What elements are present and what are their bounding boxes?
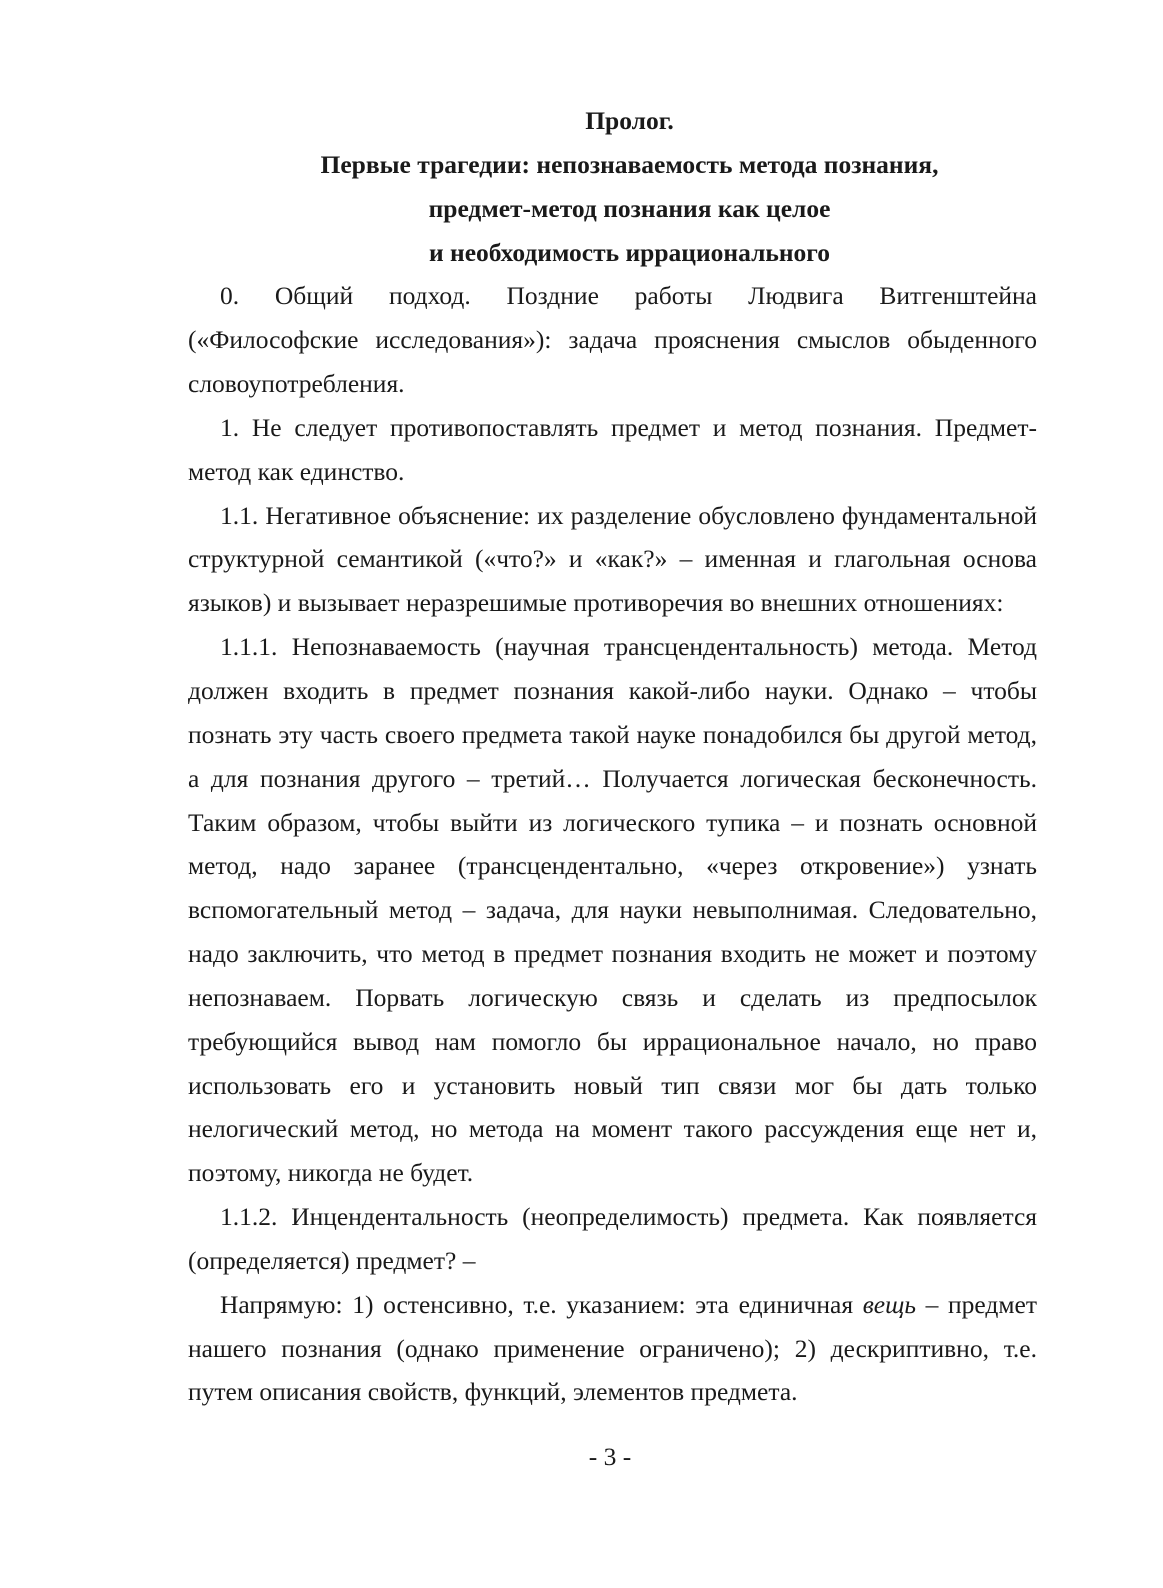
paragraph bbox=[188, 274, 1037, 406]
text-line: поэтому, никогда не будет. bbox=[188, 1158, 474, 1188]
text-line: (определяется) предмет? – bbox=[188, 1245, 476, 1275]
prologue-title: Пролог. bbox=[585, 106, 674, 135]
text-line: путем описания свойств, функций, элементов предмета. bbox=[188, 1377, 798, 1407]
heading-line: предмет-метод познания как целое bbox=[428, 193, 831, 223]
text-line: метод как единство. bbox=[188, 456, 405, 486]
text-line: непознаваем. Порвать логическую связь и сделать из предпосылок bbox=[188, 982, 1037, 1012]
text-line: вспомогательный метод – задача, для науки невыполнимая. Следовательно, bbox=[188, 895, 1037, 925]
text-line: 1.1.2. Инцендентальность (неопределимость) предмета. Как появляется bbox=[220, 1202, 1037, 1232]
paragraph bbox=[188, 1195, 1037, 1283]
text-line: познать эту часть своего предмета такой науке понадобился бы другой метод, bbox=[188, 719, 1037, 749]
text-line: структурной семантикой («что?» и «как?» – именная и глагольная основа bbox=[188, 544, 1037, 574]
paragraph bbox=[188, 494, 1037, 626]
text-line: языков) и вызывает неразрешимые противоречия во внешних отношениях: bbox=[188, 588, 1004, 618]
heading-line: Первые трагедии: непознаваемость метода познания, bbox=[320, 149, 939, 179]
text-line: метод, надо заранее (трансцендентально, «через откровение») узнать bbox=[188, 851, 1037, 881]
text-line: надо заключить, что метод в предмет познания входить не может и поэтому bbox=[188, 939, 1037, 969]
text-line bbox=[188, 1283, 1037, 1327]
text-line: Таким образом, чтобы выйти из логического тупика – и познать основной bbox=[188, 807, 1037, 837]
text-line: словоупотребления. bbox=[188, 369, 405, 399]
text-line: 1.1.1. Непознаваемость (научная трансцендентальность) метода. Метод bbox=[220, 632, 1037, 662]
text-segment: Напрямую: 1) остенсивно, т.е. указанием: эта единичная bbox=[220, 1289, 863, 1319]
paragraph bbox=[188, 406, 1037, 494]
text-line: («Философские исследования»): задача прояснения смыслов обыденного bbox=[188, 325, 1037, 355]
text-line: нашего познания (однако применение ограничено); 2) дескриптивно, т.е. bbox=[188, 1333, 1037, 1363]
text-line: а для познания другого – третий… Получается логическая бесконечность. bbox=[188, 763, 1037, 793]
paragraph bbox=[188, 1283, 1037, 1415]
text-line: использовать его и установить новый тип связи мог бы дать только bbox=[188, 1070, 1037, 1100]
document-page bbox=[188, 99, 1037, 1414]
text-line: 1.1. Негативное объяснение: их разделение обусловлено фундаментальной bbox=[220, 500, 1037, 530]
italic-term: вещь bbox=[862, 1289, 916, 1319]
text-line: 0. Общий подход. Поздние работы Людвига Витгенштейна bbox=[220, 281, 1037, 311]
text-line: должен входить в предмет познания какой-либо науки. Однако – чтобы bbox=[188, 675, 1037, 705]
text-segment: – предмет bbox=[915, 1289, 1037, 1319]
text-line: требующийся вывод нам помогло бы иррациональное начало, но право bbox=[188, 1026, 1037, 1056]
body-text bbox=[188, 274, 1037, 1414]
page-number: - 3 - bbox=[588, 1442, 632, 1471]
paragraph bbox=[188, 625, 1037, 1195]
text-line: 1. Не следует противопоставлять предмет и метод познания. Предмет- bbox=[220, 412, 1037, 442]
chapter-heading bbox=[188, 99, 1037, 274]
heading-line: и необходимость иррационального bbox=[428, 237, 830, 267]
text-line: нелогический метод, но метода на момент такого рассуждения еще нет и, bbox=[188, 1114, 1037, 1144]
